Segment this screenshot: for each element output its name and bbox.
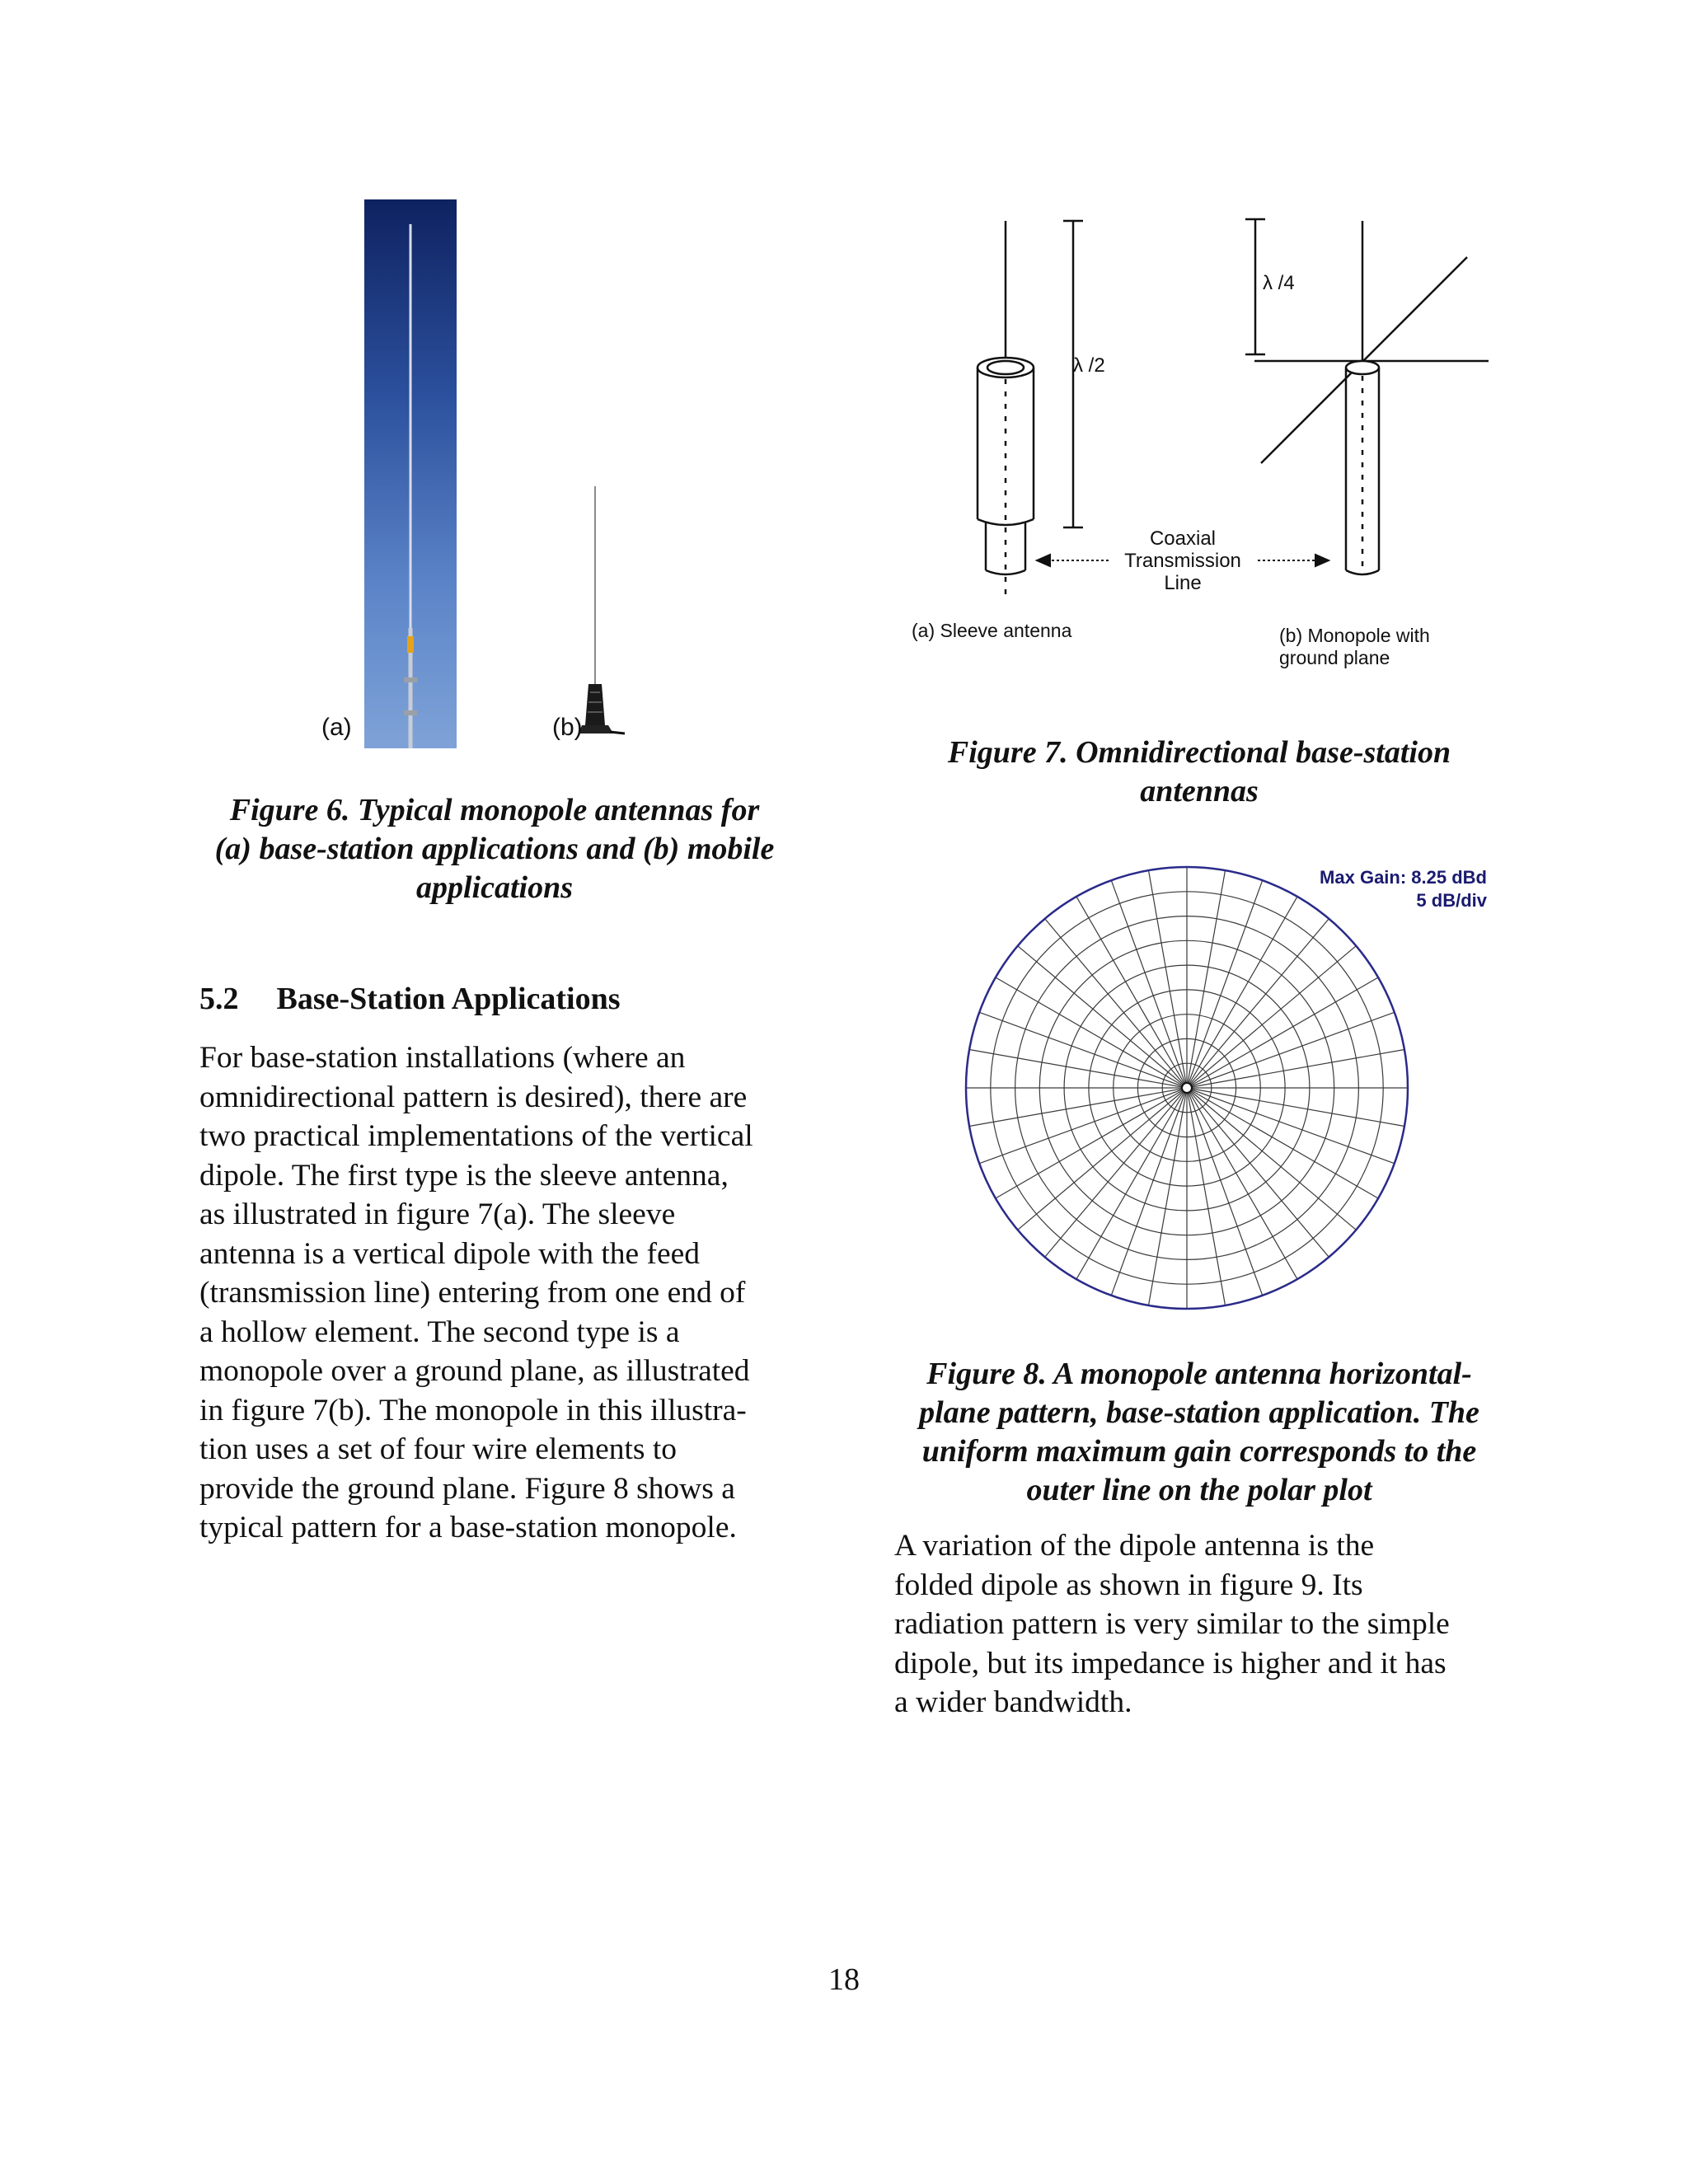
quarter-wave-label: λ /4 [1263,272,1295,294]
monopole-label [1279,625,1430,669]
figure-7 [898,214,1517,676]
scale-label: 5 dB/div [1416,890,1487,911]
paragraph-line: provide the ground plane. Figure 8 shows a [199,1471,735,1506]
paragraph-line: as illustrated in figure 7(a). The sleeve [199,1197,676,1231]
coax-label [1104,527,1261,594]
paragraph-line: For base-station installations (where an [199,1041,686,1075]
coax-label-line: Line [1164,572,1202,594]
caption-line: plane pattern, base-station application. The [919,1395,1479,1430]
right-paragraph [894,1526,1537,1722]
polar-plot [956,857,1418,1319]
paragraph-line: tion uses a set of four wire elements to [199,1432,678,1466]
figure-7-diagram [898,214,1517,676]
caption-line: antennas [1140,774,1259,808]
polar-center [1182,1083,1192,1093]
caption-line: Figure 7. Omnidirectional base-station [947,735,1451,770]
caption-line: (a) base-station applications and (b) mobile [214,832,775,866]
base-station-antenna-photo [364,199,457,748]
section-heading [199,981,621,1017]
caption-line: outer line on the polar plot [1026,1473,1372,1507]
mobile-antenna-photo [577,486,626,750]
half-wave-label: λ /2 [1073,354,1105,377]
paragraph-line: in figure 7(b). The monopole in this illustra- [199,1393,747,1427]
paragraph-line: (transmission line) entering from one end of [199,1276,746,1310]
paragraph-line: a hollow element. The second type is a [199,1315,680,1349]
figure-8 [956,857,1517,1319]
paragraph-line: antenna is a vertical dipole with the feed [199,1236,701,1271]
page-number: 18 [828,1962,860,1997]
figure-8-caption [857,1355,1541,1510]
section-paragraph [199,1038,809,1548]
paragraph-line: two practical implementations of the vertical [199,1119,753,1153]
coax-label-line: Transmission [1124,550,1241,572]
coax-label-line: Coaxial [1149,527,1217,550]
caption-line: Figure 6. Typical monopole antennas for [229,793,760,827]
monopole-label-line: ground plane [1279,647,1390,668]
paragraph-line: dipole. The first type is the sleeve antenna, [199,1158,729,1193]
caption-line: applications [415,870,574,905]
sleeve-antenna-label: (a) Sleeve antenna [912,620,1072,641]
sleeve-antenna [978,221,1083,602]
paragraph-line: typical pattern for a base-station monopole. [199,1511,737,1544]
figure-6 [297,198,626,750]
paragraph-line: A variation of the dipole antenna is the [894,1529,1375,1563]
paragraph-line: radiation pattern is very similar to the simple [894,1607,1450,1641]
caption-line: Figure 8. A monopole antenna horizontal- [926,1357,1472,1391]
monopole-label-line: (b) Monopole with [1279,625,1430,646]
paragraph-line: folded dipole as shown in figure 9. Its [894,1568,1363,1602]
figure-7-caption [857,733,1541,811]
section-number: 5.2 [199,982,239,1016]
caption-line: uniform maximum gain corresponds to the [921,1434,1477,1469]
figure-6-label-a: (a) [321,714,352,741]
paragraph-line: omnidirectional pattern is desired), there are [199,1080,748,1114]
max-gain-label: Max Gain: 8.25 dBd [1320,867,1487,888]
figure-6-label-b: (b) [552,714,583,741]
paragraph-line: a wider bandwidth. [894,1685,1132,1719]
figure-6-caption [165,791,824,907]
section-title: Base-Station Applications [276,982,621,1016]
paragraph-line: dipole, but its impedance is higher and it has [894,1646,1447,1680]
paragraph-line: monopole over a ground plane, as illustrated [199,1354,750,1388]
